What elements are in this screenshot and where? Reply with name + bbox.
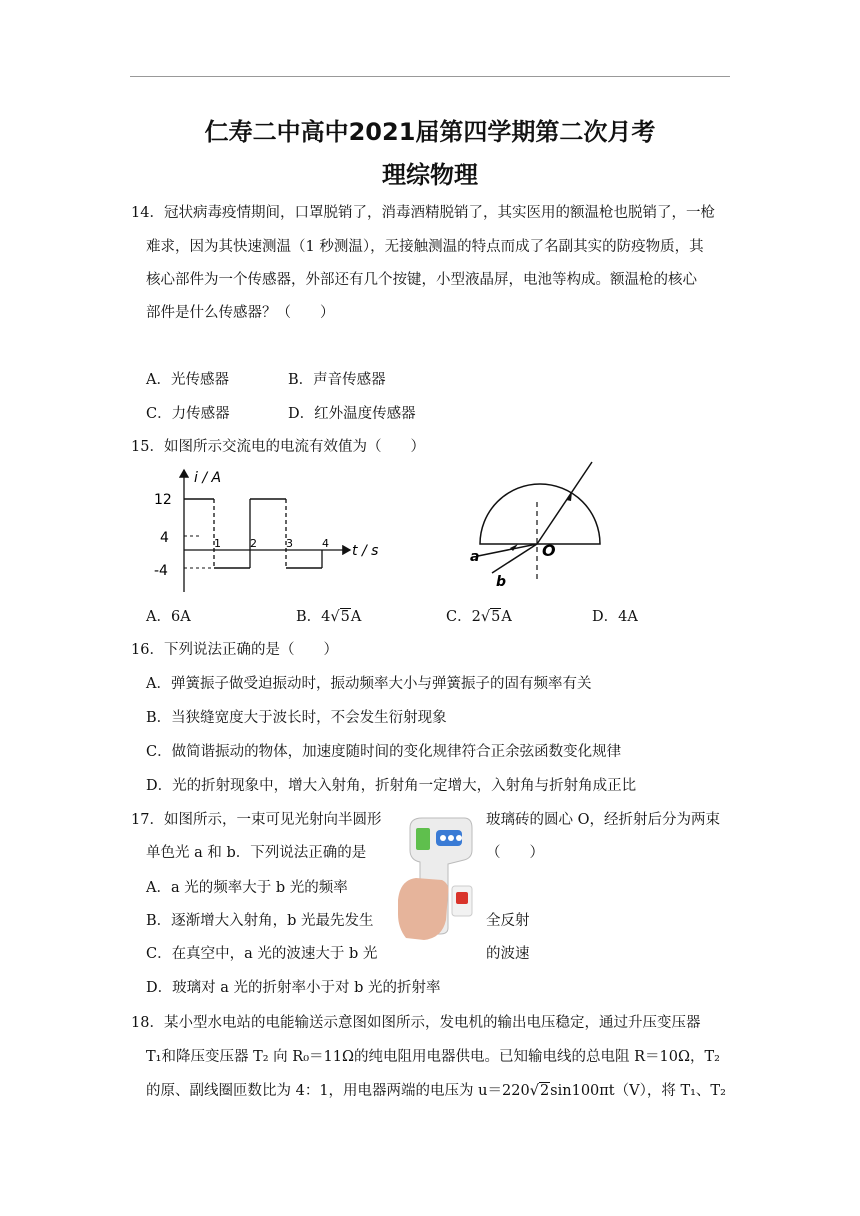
exam-title: 仁寿二中高中2021届第四学期第二次月考: [204, 118, 656, 146]
x-tick-4: 4: [322, 537, 329, 550]
q14-line-1: 14．冠状病毒疫情期间，口罩脱销了，消毒酒精脱销了，其实医用的额温枪也脱销了，一枪: [131, 205, 715, 221]
q17-option-c-part2: 的波速: [486, 946, 530, 962]
q14-option-a: A．光传感器: [146, 372, 229, 388]
ray-a-label: a: [470, 549, 480, 565]
semicircle-refraction-figure: [462, 458, 632, 588]
center-o-label: O: [542, 541, 556, 560]
q16-option-c: C．做简谐振动的物体，加速度随时间的变化规律符合正余弦函数变化规律: [146, 744, 622, 760]
y-tick-neg4: -4: [154, 563, 168, 579]
q16-option-d: D．光的折射现象中，增大入射角，折射角一定增大，入射角与折射角成正比: [146, 778, 637, 794]
q14-option-b: B．声音传感器: [288, 372, 386, 388]
x-axis-label: t / s: [352, 543, 379, 559]
q14-option-c: C．力传感器: [146, 406, 230, 422]
q18-line-3: 的原、副线圈匝数比为 4：1，用电器两端的电压为 u＝220√2sin100πt（V），将 T₁、T₂: [146, 1083, 726, 1099]
lcd-screen: [416, 828, 430, 850]
hand: [398, 878, 448, 940]
x-tick-3: 3: [286, 537, 293, 550]
q15-option-b: B．4√5A: [296, 609, 362, 625]
thermometer-gun-image: [396, 810, 476, 942]
ray-b-label: b: [496, 574, 507, 588]
q15-option-a: A．6A: [146, 609, 191, 625]
red-tag: [456, 892, 468, 904]
y-axis-label: i / A: [194, 470, 222, 486]
q17-line-1a: 17．如图所示，一束可见光射向半圆形: [131, 812, 382, 828]
x-tick-1: 1: [214, 537, 221, 550]
q17-line-1b: 玻璃砖的圆心 O，经折射后分为两束: [486, 812, 720, 828]
q16-stem: 16．下列说法正确的是（ ）: [131, 642, 338, 658]
q18-line-2: T₁和降压变压器 T₂ 向 R₀＝11Ω的纯电阻用电器供电。已知输电线的总电阻 R＝10Ω，T₂: [146, 1049, 720, 1065]
q14-line-2: 难求，因为其快速测温（1 秒测温），无接触测温的特点而成了名副其实的防疫物质，其: [146, 239, 704, 255]
current-graph: [140, 462, 400, 597]
q15-option-d: D．4A: [592, 609, 638, 625]
y-tick-4: 4: [160, 530, 169, 546]
y-tick-12: 12: [154, 492, 172, 508]
q17-option-c-part1: C．在真空中，a 光的波速大于 b 光: [146, 946, 378, 962]
q16-option-b: B．当狭缝宽度大于波长时，不会发生衍射现象: [146, 710, 447, 726]
q15-option-c: C．2√5A: [446, 609, 512, 625]
q17-option-b-part2: 全反射: [486, 913, 530, 929]
q14-option-d: D．红外温度传感器: [288, 406, 416, 422]
exam-subtitle: 理综物理: [382, 161, 478, 189]
q16-option-a: A．弹簧振子做受迫振动时，振动频率大小与弹簧振子的固有频率有关: [146, 676, 592, 692]
q18-line-1: 18．某小型水电站的电能输送示意图如图所示，发电机的输出电压稳定，通过升压变压器: [131, 1015, 701, 1031]
q15-stem: 15．如图所示交流电的电流有效值为（ ）: [131, 439, 425, 455]
q17-line-2a: 单色光 a 和 b．下列说法正确的是: [146, 845, 367, 861]
q14-line-4: 部件是什么传感器？（ ）: [146, 305, 335, 321]
q14-line-3: 核心部件为一个传感器，外部还有几个按键，小型液晶屏，电池等构成。额温枪的核心: [146, 272, 697, 288]
x-tick-2: 2: [250, 537, 257, 550]
header-rule: [130, 76, 730, 77]
q17-option-a: A．a 光的频率大于 b 光的频率: [146, 880, 348, 896]
glass-semicircle: [480, 484, 600, 544]
q17-line-2b: （ ）: [486, 845, 544, 861]
q17-option-d: D．玻璃对 a 光的折射率小于对 b 光的折射率: [146, 980, 441, 996]
q17-option-b-part1: B．逐渐增大入射角，b 光最先发生: [146, 913, 374, 929]
